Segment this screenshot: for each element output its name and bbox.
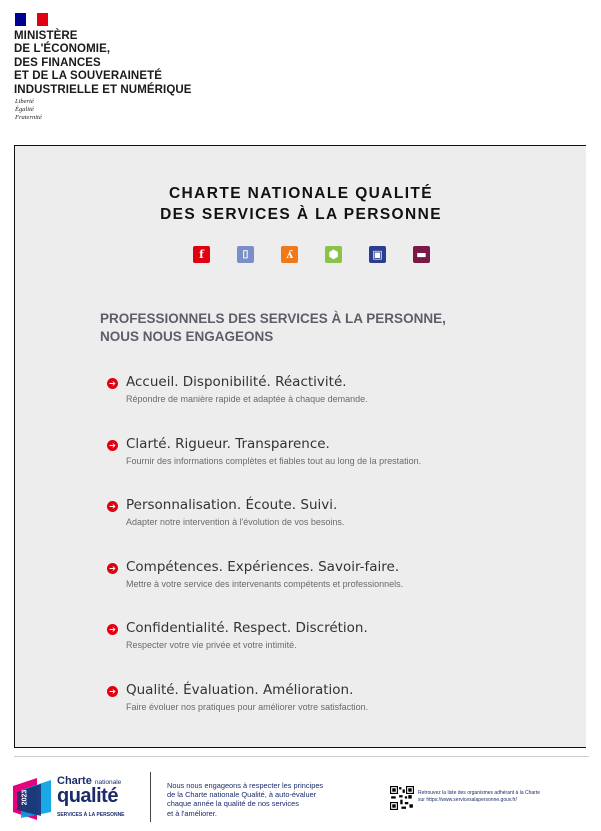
ministry-line: ET DE LA SOUVERAINETÉ xyxy=(14,70,162,83)
commitment-description: Mettre à votre service des intervenants compétents et professionnels. xyxy=(126,578,404,589)
organisations-list-text xyxy=(418,790,540,804)
bottle-glyph: ⌷ xyxy=(242,248,249,261)
commitment-title: Compétences. Expériences. Savoir-faire. xyxy=(126,558,400,575)
poster-subtitle-line: NOUS NOUS ENGAGEONS xyxy=(100,329,274,344)
charte-qualite-logo xyxy=(13,772,153,824)
commitment-title: Clarté. Rigueur. Transparence. xyxy=(126,435,330,452)
commitment-description: Répondre de manière rapide et adaptée à chaque demande. xyxy=(126,394,368,404)
poster-subtitle xyxy=(100,310,446,346)
tool-icon xyxy=(281,246,298,263)
logo-charte-word: Charte xyxy=(57,775,92,787)
poster-title xyxy=(15,183,587,225)
footer-commitment-line: Nous nous engageons à respecter les principes xyxy=(167,781,324,790)
commitment-description: Faire évoluer nos pratiques pour améliorer votre satisfaction. xyxy=(126,701,369,712)
house-icon xyxy=(413,246,430,263)
commitment-title: Confidentialité. Respect. Discrétion. xyxy=(126,620,368,636)
footer-commitment-line: chaque année la qualité de nos services xyxy=(167,799,299,809)
motto-line: Fraternité xyxy=(15,114,42,121)
arrow-right-icon: ➔ xyxy=(107,686,118,697)
childcare-glyph: f xyxy=(199,248,204,261)
arrow-right-icon: ➔ xyxy=(107,624,118,635)
home-care-glyph: ⬢ xyxy=(328,248,339,261)
tool-glyph: ʎ xyxy=(286,248,293,261)
qr-code-icon[interactable] xyxy=(390,786,414,810)
logo-subtitle: SERVICES À LA PERSONNE xyxy=(57,812,125,818)
ministry-line: DE L'ÉCONOMIE, xyxy=(14,43,111,56)
ministry-name xyxy=(14,30,192,97)
computer-glyph: ▣ xyxy=(372,248,383,261)
service-icons-row xyxy=(193,246,430,263)
republique-francaise-flag xyxy=(15,13,48,26)
arrow-right-icon: ➔ xyxy=(107,501,118,512)
poster-subtitle-line: PROFESSIONNELS DES SERVICES À LA PERSONNE, xyxy=(100,311,446,326)
ministry-line: MINISTÈRE xyxy=(14,30,78,42)
motto-line: Égalité xyxy=(15,106,34,113)
footer-separator xyxy=(150,772,151,822)
bottle-icon xyxy=(237,246,254,263)
motto-line: Liberté xyxy=(15,98,34,105)
computer-icon xyxy=(369,246,386,263)
commitment-title: Personnalisation. Écoute. Suivi. xyxy=(126,497,338,513)
ministry-line: INDUSTRIELLE ET NUMÉRIQUE xyxy=(14,83,192,96)
poster-title-line: DES SERVICES À LA PERSONNE xyxy=(160,206,442,223)
home-care-icon xyxy=(325,246,342,263)
house-glyph: ▬ xyxy=(416,248,427,261)
logo-emblem xyxy=(13,778,51,820)
commitment-title: Qualité. Évaluation. Amélioration. xyxy=(126,681,354,698)
footer-commitment-line: et à l'améliorer. xyxy=(167,808,217,818)
logo-nationale-word: nationale xyxy=(94,779,122,786)
arrow-right-icon: ➔ xyxy=(107,563,118,574)
find-line[interactable]: sur https://www.servicesalapersonne.gouv.fr/ xyxy=(418,797,517,803)
commitment-description: Adapter notre intervention à l'évolution de vos besoins. xyxy=(126,517,345,527)
footer-divider xyxy=(14,756,589,757)
arrow-right-icon: ➔ xyxy=(107,440,118,451)
republic-motto xyxy=(15,98,42,122)
footer-commitment-text xyxy=(167,781,323,818)
ministry-line: DES FINANCES xyxy=(14,56,101,69)
commitment-description: Respecter votre vie privée et votre intimité. xyxy=(126,640,297,650)
commitment-description: Fournir des informations complètes et fiables tout au long de la prestation. xyxy=(126,455,422,466)
footer-commitment-line: de la Charte nationale Qualité, à auto-évaluer xyxy=(167,790,317,800)
childcare-icon xyxy=(193,246,210,263)
page-edge xyxy=(586,145,590,748)
logo-qualite: qualité xyxy=(57,785,118,807)
logo-year: 2023 xyxy=(21,789,29,806)
find-line: Retrouvez la liste des organismes adhérant à la Charte xyxy=(418,790,541,796)
commitment-title: Accueil. Disponibilité. Réactivité. xyxy=(126,374,347,390)
charter-poster xyxy=(14,145,587,748)
arrow-right-icon: ➔ xyxy=(107,378,118,389)
poster-title-line: CHARTE NATIONALE QUALITÉ xyxy=(168,185,434,202)
